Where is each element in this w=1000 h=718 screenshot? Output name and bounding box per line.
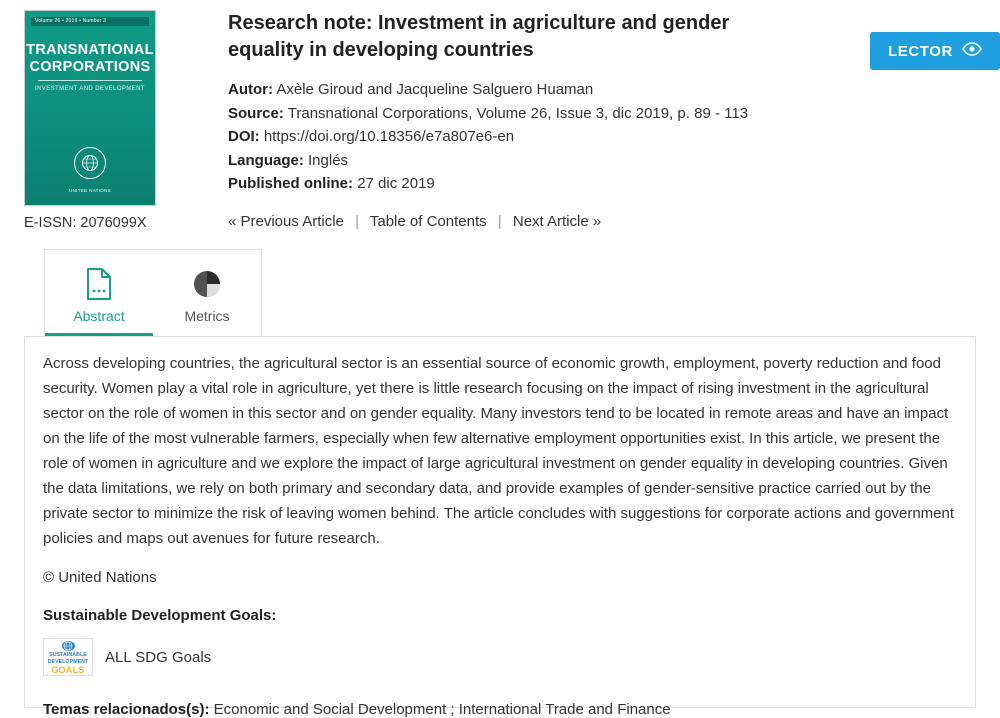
- eissn-text: E-ISSN: 2076099X: [24, 215, 147, 231]
- metadata-label: Published online:: [228, 175, 354, 192]
- article-navigation: [228, 213, 982, 230]
- cover-journal-title: TRANSNATIONAL CORPORATIONS: [26, 42, 154, 75]
- metadata-row-author: [228, 78, 982, 102]
- related-topics-label: Temas relacionados(s):: [43, 701, 210, 718]
- tab-metrics[interactable]: [153, 250, 261, 336]
- tab-abstract-label: Abstract: [73, 308, 125, 324]
- next-article-link[interactable]: Next Article »: [512, 212, 602, 230]
- document-icon: [45, 264, 153, 304]
- metadata-row-language: [228, 149, 982, 173]
- metadata-row-source: [228, 102, 982, 126]
- related-topics-value[interactable]: Economic and Social Development ; International Trade and Finance: [213, 701, 671, 718]
- sdg-globe-icon: [62, 641, 75, 651]
- eye-icon: [962, 42, 982, 60]
- record-header: [0, 0, 1000, 231]
- sdg-label: ALL SDG Goals: [105, 648, 212, 666]
- abstract-panel: [24, 336, 976, 718]
- cover-publisher: UNITED NATIONS: [69, 188, 111, 193]
- copyright-text: © United Nations: [43, 569, 157, 586]
- metadata-label: Autor:: [228, 81, 273, 98]
- reader-button[interactable]: [870, 32, 1000, 70]
- journal-cover-image[interactable]: [24, 10, 156, 206]
- cover-column: [24, 10, 156, 231]
- content-tabs: [44, 249, 262, 336]
- metadata-value: Inglés: [308, 151, 349, 169]
- sdg-heading: Sustainable Development Goals:: [43, 607, 277, 624]
- metadata-value: Axèle Giroud and Jacqueline Salguero Huaman: [276, 81, 594, 98]
- doi-link[interactable]: https://doi.org/10.18356/e7a807e6-en: [263, 128, 515, 145]
- metadata-value: 27 dic 2019: [357, 175, 435, 192]
- nav-separator: |: [355, 212, 359, 230]
- table-of-contents-link[interactable]: Table of Contents: [369, 212, 487, 230]
- related-topics: [43, 701, 957, 718]
- cover-issue-bar: Volume 26 • 2019 • Number 3: [31, 17, 149, 26]
- metadata-label: Source:: [228, 104, 284, 122]
- metadata-row-published: [228, 172, 982, 196]
- page-title: Research note: Investment in agriculture and gender equality in developing countries: [228, 12, 730, 61]
- sdg-row: [43, 638, 957, 676]
- pie-chart-icon: [153, 264, 261, 304]
- tab-metrics-label: Metrics: [184, 308, 230, 324]
- metadata-column: [156, 10, 1000, 231]
- abstract-text: Across developing countries, the agricultural sector is an essential source of economic growth, employment, poverty reduction and food security. Women play a vital role in agriculture, yet there is little research focusing on the impact of rising investment in the agricultural sector on the role of women in this sector and on gender equality. Many investors tend to be located in remote areas and have an impact on the life of the most vulnerable farmers, especially when few alternative employment opportunities exist. In this article, we present the role of women in agriculture and we explore the impact of large agricultural investment on gender equality in developing countries. Given the data limitations, we rely on both primary and secondary data, and provide examples of gender-sensitive practice carried out by the private sector to minimize the risk of leaving women behind. The article concludes with suggestions for corporate actions and government policies and maps out avenues for future research.: [43, 355, 955, 547]
- metadata-list: [228, 78, 982, 196]
- tab-abstract[interactable]: [45, 250, 153, 336]
- un-emblem-icon: [74, 147, 106, 179]
- sdg-badge-line3: GOALS: [51, 665, 85, 675]
- metadata-label: DOI:: [228, 128, 260, 145]
- sdg-badge-icon[interactable]: [43, 638, 93, 676]
- metadata-row-doi: [228, 125, 982, 149]
- metadata-value: Transnational Corporations, Volume 26, Issue 3, dic 2019, p. 89 - 113: [287, 104, 749, 122]
- metadata-label: Language:: [228, 151, 304, 169]
- reader-button-label: LECTOR: [888, 42, 953, 60]
- cover-journal-subtitle: INVESTMENT AND DEVELOPMENT: [35, 86, 145, 92]
- sdg-badge-line2: DEVELOPMENT: [47, 659, 89, 665]
- previous-article-link[interactable]: « Previous Article: [228, 212, 344, 230]
- cover-divider: [38, 80, 142, 81]
- sdg-badge-line1: SUSTAINABLE: [49, 652, 87, 658]
- nav-separator: |: [497, 212, 502, 230]
